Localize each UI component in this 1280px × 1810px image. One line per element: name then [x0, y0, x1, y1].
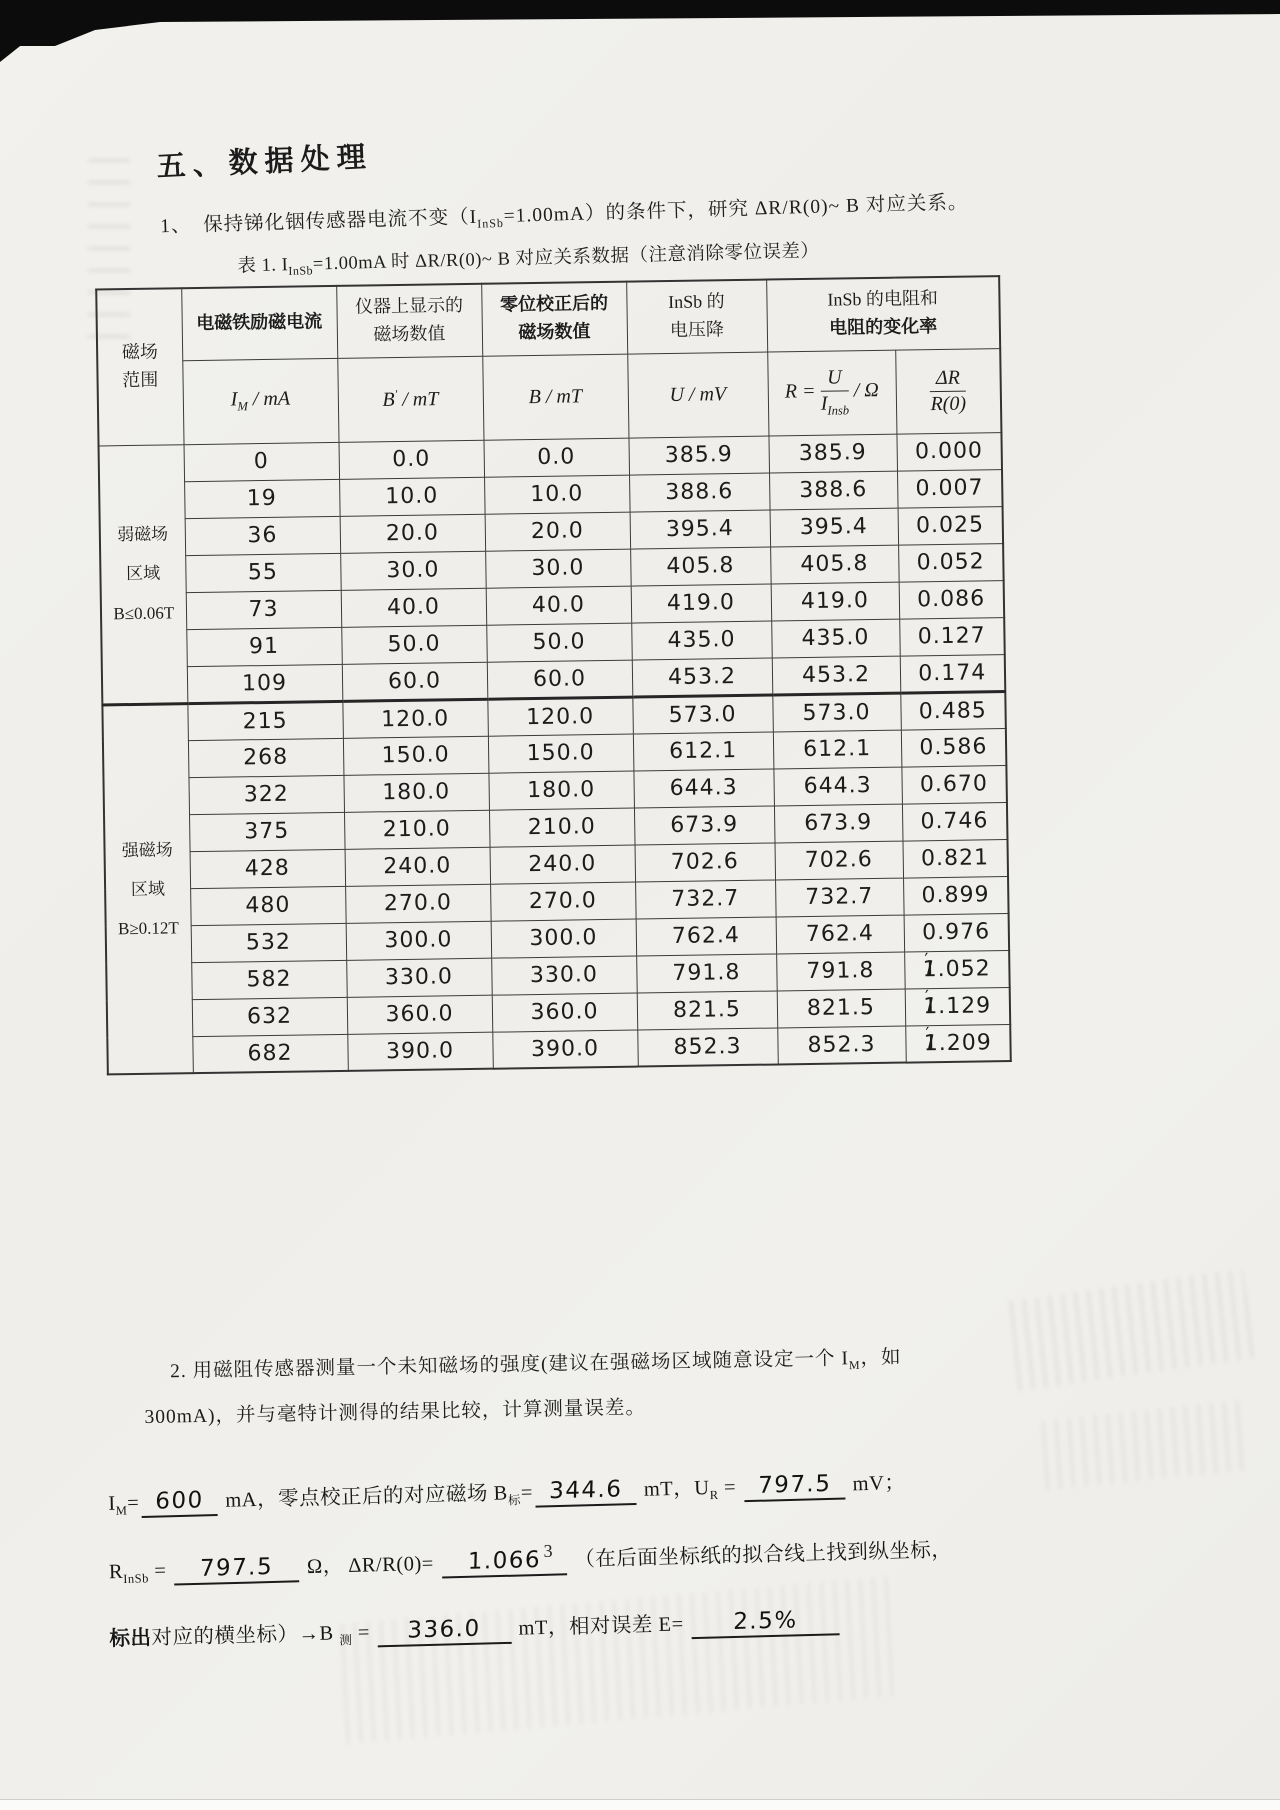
cell-b-displayed: 330.0 — [346, 958, 492, 997]
item1-text: 1、 保持锑化铟传感器电流不变$(I_{InSb}=1.00mA)$的条件下，研究 ΔR/R(0)~ B 对应关系。 — [159, 192, 969, 238]
cell-dr-r0: 0.746 — [902, 802, 1008, 841]
cell-u: 791.8 — [636, 953, 777, 992]
page-number: 3 — [543, 1540, 553, 1561]
cell-u: 435.0 — [631, 621, 772, 660]
cell-u: 821.5 — [637, 990, 778, 1029]
cell-b-displayed: 270.0 — [345, 884, 491, 923]
cell-b-corrected: 180.0 — [488, 771, 634, 810]
cell-r: 395.4 — [770, 508, 899, 547]
cell-u: 405.8 — [630, 547, 771, 586]
cell-u: 762.4 — [636, 916, 777, 955]
table-body — [99, 432, 1011, 1074]
cell-b-displayed: 300.0 — [346, 921, 492, 960]
cell-b-corrected: 30.0 — [485, 549, 631, 588]
error-value: 2.5% — [691, 1606, 840, 1639]
cell-im: 582 — [191, 960, 347, 999]
cell-b-corrected: 360.0 — [492, 993, 638, 1032]
field-range-label: 弱磁场 区域 B≤0.06T — [99, 444, 188, 704]
cell-im: 109 — [187, 664, 343, 703]
cell-b-displayed: 210.0 — [344, 810, 490, 849]
cell-r: 612.1 — [773, 730, 902, 769]
cell-dr-r0: 0.821 — [902, 839, 1008, 878]
cell-r: 388.6 — [769, 471, 898, 510]
cell-r: 405.8 — [770, 545, 899, 584]
header-insb-resistance: InSb 的电阻和 电阻的变化率 — [766, 276, 1000, 351]
cell-dr-r0: 0.174 — [900, 654, 1006, 693]
ur-value: 797.5 — [743, 1471, 845, 1503]
section-heading: 五、数据处理 — [155, 141, 374, 184]
table-caption: 表 1. $I_{InSb}=1.00mA$ 时 ΔR/R(0)~ B 对应关系数据（注意消除零位误差） — [237, 241, 820, 278]
cell-r: 435.0 — [771, 619, 900, 658]
cell-dr-r0: 0.976 — [904, 913, 1010, 952]
cell-b-displayed: 50.0 — [341, 625, 487, 664]
cell-b-corrected: 120.0 — [487, 697, 633, 736]
cell-r: 791.8 — [776, 952, 905, 991]
b-measured-value: 336.0 — [377, 1615, 511, 1647]
cell-r: 453.2 — [772, 656, 901, 695]
cell-b-corrected: 0.0 — [483, 438, 629, 477]
cell-dr-r0: 0.899 — [903, 876, 1009, 915]
header-displayed-field: 仪器上显示的 磁场数值 — [336, 284, 482, 358]
cell-b-displayed: 20.0 — [340, 514, 486, 553]
cell-im: 375 — [189, 812, 345, 851]
im-value: 600 — [141, 1487, 218, 1518]
cell-r: 852.3 — [777, 1026, 906, 1065]
cell-im: 91 — [186, 627, 342, 666]
cell-b-corrected: 20.0 — [485, 512, 631, 551]
cell-b-corrected: 60.0 — [487, 660, 633, 699]
dr-r0-value: 1.066 — [441, 1546, 567, 1578]
cell-im: 73 — [186, 590, 342, 629]
cell-dr-r0: 0.007 — [897, 469, 1003, 508]
item2-line2: 300mA)，并与毫特计测得的结果比较，计算测量误差。 — [144, 1397, 647, 1429]
cell-b-displayed: 180.0 — [343, 773, 489, 812]
cell-dr-r0: 0.025 — [898, 506, 1004, 545]
cell-dr-r0: 1.209 ′ — [905, 1024, 1011, 1063]
cell-u: 852.3 — [637, 1027, 778, 1066]
cell-b-displayed: 60.0 — [342, 662, 488, 701]
cell-r: 702.6 — [774, 841, 903, 880]
cell-im: 55 — [185, 553, 341, 592]
cell-b-displayed: 40.0 — [341, 588, 487, 627]
formula-im: $I_M$ / mA — [182, 358, 338, 444]
cell-b-displayed: 30.0 — [340, 551, 486, 590]
cell-r: 644.3 — [773, 767, 902, 806]
cell-b-corrected: 330.0 — [491, 956, 637, 995]
cell-b-displayed: 360.0 — [347, 995, 493, 1034]
cell-u: 395.4 — [630, 510, 771, 549]
header-insb-voltage: InSb 的 电压降 — [626, 280, 767, 354]
cell-im: 36 — [185, 516, 341, 555]
cell-im: 682 — [192, 1034, 348, 1073]
cell-im: 428 — [190, 849, 346, 888]
cell-u: 573.0 — [632, 695, 773, 734]
cell-b-displayed: 0.0 — [339, 440, 485, 479]
fill-line-r: $R_{InSb} = 797.5$ Ω， ΔR/R(0)= 1.066 （在后面坐标纸的拟合线上找到纵坐标， — [108, 1539, 953, 1586]
cell-dr-r0: 0.086 — [899, 580, 1005, 619]
formula-b: B / mT — [482, 354, 628, 440]
cell-r: 732.7 — [775, 878, 904, 917]
cell-u: 385.9 — [628, 436, 769, 475]
cell-u: 453.2 — [632, 658, 773, 697]
fill-line-im: $I_M= 600$ mA，零点校正后的对应磁场 $B_标= 344.6$ mT，$U_R = 797.5$ mV； — [108, 1470, 906, 1518]
cell-im: 480 — [190, 886, 346, 925]
cell-b-displayed: 10.0 — [339, 477, 485, 516]
cell-r: 762.4 — [776, 915, 905, 954]
cell-u: 612.1 — [633, 731, 774, 770]
cell-im: 19 — [184, 479, 340, 518]
cell-r: 821.5 — [777, 989, 906, 1028]
data-table — [95, 275, 1012, 1075]
cell-dr-r0: 1.129 ′ — [905, 987, 1011, 1026]
b-standard-value: 344.6 — [534, 1476, 636, 1508]
cell-u: 702.6 — [635, 842, 776, 881]
cell-b-displayed: 390.0 — [347, 1032, 493, 1071]
cell-dr-r0: 0.000 — [896, 432, 1002, 471]
cell-b-corrected: 50.0 — [486, 623, 632, 662]
header-corrected-field: 零位校正后的 磁场数值 — [481, 282, 627, 356]
cell-dr-r0: 1.052 ′ — [904, 950, 1010, 989]
cell-b-corrected: 210.0 — [489, 808, 635, 847]
cell-r: 419.0 — [771, 582, 900, 621]
cell-im: 215 — [187, 701, 343, 740]
cell-r: 573.0 — [772, 693, 901, 732]
cell-b-displayed: 120.0 — [342, 699, 488, 738]
cell-u: 388.6 — [629, 473, 770, 512]
header-field-range: 磁场 范围 — [96, 288, 183, 445]
field-range-label: 强磁场 区域 B≥0.12T — [102, 703, 192, 1074]
fill-line-b-measured: 标出对应的横坐标）→B $_测$ = 336.0 mT，相对误差 E= 2.5% — [109, 1595, 1110, 1654]
cell-b-corrected: 240.0 — [490, 845, 636, 884]
cell-im: 532 — [191, 923, 347, 962]
cell-r: 385.9 — [768, 434, 897, 473]
cell-r: 673.9 — [774, 804, 903, 843]
cell-u: 673.9 — [634, 805, 775, 844]
cell-im: 632 — [192, 997, 348, 1036]
cell-b-displayed: 240.0 — [345, 847, 491, 886]
header-magnet-current: 电磁铁励磁电流 — [181, 286, 337, 360]
formula-u: U / mV — [627, 352, 768, 438]
formula-b-prime: B′ / mT — [337, 356, 483, 442]
cell-im: 322 — [188, 775, 344, 814]
rinsb-value: 797.5 — [174, 1553, 300, 1585]
cell-dr-r0: 0.586 — [901, 728, 1007, 767]
cell-dr-r0: 0.485 — [900, 691, 1006, 730]
cell-b-corrected: 300.0 — [491, 919, 637, 958]
cell-b-corrected: 40.0 — [486, 586, 632, 625]
cell-dr-r0: 0.127 — [899, 617, 1005, 656]
item2-line1: 2. 用磁阻传感器测量一个未知磁场的强度(建议在强磁场区域随意设定一个 $I_M$，如 — [169, 1347, 902, 1383]
cell-b-corrected: 10.0 — [484, 475, 630, 514]
cell-u: 732.7 — [635, 879, 776, 918]
cell-b-corrected: 390.0 — [492, 1030, 638, 1069]
cell-b-displayed: 150.0 — [343, 736, 489, 775]
cell-u: 419.0 — [631, 584, 772, 623]
cell-im: 268 — [188, 738, 344, 777]
cell-b-corrected: 150.0 — [488, 734, 634, 773]
formula-dr-r0: $\frac{\Delta R}{R(0)}$ — [895, 348, 1001, 434]
formula-r: R = $\frac{U}{I_{Insb}}$ / Ω — [767, 350, 896, 436]
cell-u: 644.3 — [633, 768, 774, 807]
cell-dr-r0: 0.670 — [901, 765, 1007, 804]
cell-im: 0 — [184, 442, 340, 481]
cell-dr-r0: 0.052 — [898, 543, 1004, 582]
cell-b-corrected: 270.0 — [490, 882, 636, 921]
